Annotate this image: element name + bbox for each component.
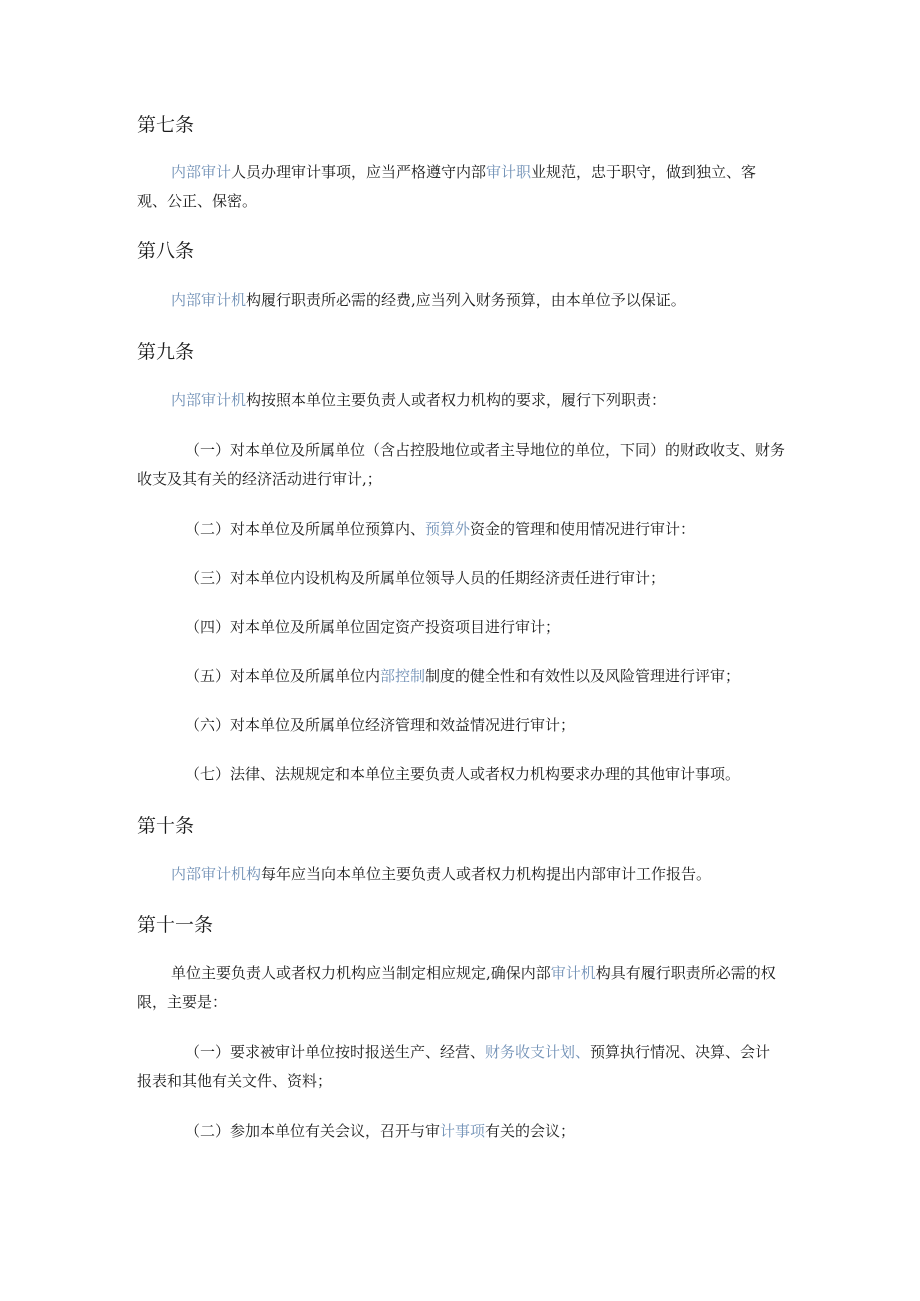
- article-9-heading: 第九条: [137, 341, 195, 363]
- article-11-item-1: [137, 1038, 785, 1096]
- paragraph-text: 制度的健全性和有效性以及风险管理进行评审；: [425, 667, 741, 685]
- paragraph-text: （一）要求被审计单位按时报送生产、经营、: [185, 1043, 486, 1061]
- term-link[interactable]: 计事项: [440, 1122, 486, 1140]
- paragraph-text: 资金的管理和使用情况进行审计：: [470, 520, 696, 538]
- term-link[interactable]: 内部审计机构: [171, 865, 262, 883]
- paragraph-text: 构按照本单位主要负责人或者权力机构的要求，履行下列职责：: [246, 391, 667, 409]
- article-10-paragraph: [137, 860, 785, 889]
- term-link[interactable]: 财务收支计划、: [485, 1043, 591, 1061]
- paragraph-text: 单位主要负责人或者权力机构应当制定相应规定,确保内部: [171, 964, 551, 982]
- paragraph-text: （二）参加本单位有关会议，召开与审: [185, 1122, 441, 1140]
- article-11-intro: [137, 959, 785, 1017]
- article-9-item-6: （六）对本单位及所属单位经济管理和效益情况进行审计；: [185, 716, 576, 734]
- article-9-item-2: [137, 515, 785, 544]
- paragraph-text: 有关的会议；: [485, 1122, 576, 1140]
- term-link[interactable]: 内部审计: [171, 163, 232, 181]
- term-link[interactable]: 内部审计机: [171, 391, 247, 409]
- article-8-paragraph: [137, 286, 785, 315]
- article-7-paragraph: [137, 158, 785, 216]
- paragraph-text: 构具有履行职责所必需的权限，主要是：: [137, 964, 776, 1011]
- article-10-heading: 第十条: [137, 815, 195, 837]
- article-8-heading: 第八条: [137, 240, 195, 262]
- term-link[interactable]: 内部审计机: [171, 291, 247, 309]
- paragraph-text: 人员办理审计事项，应当严格遵守内部: [231, 163, 487, 181]
- article-7-heading: 第七条: [137, 114, 195, 136]
- article-11-item-2: [137, 1117, 785, 1146]
- paragraph-text: 业规范，忠于职守，做到独立、客观、公正、保密。: [137, 163, 757, 210]
- term-link[interactable]: 部控制: [380, 667, 426, 685]
- article-9-item-3: （三）对本单位内设机构及所属单位领导人员的任期经济责任进行审计；: [185, 569, 666, 587]
- article-9-item-5: [137, 662, 785, 691]
- paragraph-text: （五）对本单位及所属单位内: [185, 667, 381, 685]
- paragraph-text: 每年应当向本单位主要负责人或者权力机构提出内部审计工作报告。: [261, 865, 712, 883]
- article-11-heading: 第十一条: [137, 914, 214, 936]
- article-9-item-1: （一）对本单位及所属单位（含占控股地位或者主导地位的单位，下同）的财政收支、财务收支及其有关的经济活动进行审计,；: [137, 441, 786, 488]
- term-link[interactable]: 审计机: [550, 964, 596, 982]
- paragraph-text: 构履行职责所必需的经费,应当列入财务预算，由本单位予以保证。: [246, 291, 686, 309]
- article-9-item-7: （七）法律、法规规定和本单位主要负责人或者权力机构要求办理的其他审计事项。: [185, 765, 741, 783]
- paragraph-text: （二）对本单位及所属单位预算内、: [185, 520, 426, 538]
- article-9-intro: [137, 386, 785, 415]
- article-9-item-4: （四）对本单位及所属单位固定资产投资项目进行审计；: [185, 618, 561, 636]
- term-link[interactable]: 审计职: [486, 163, 532, 181]
- paragraph-text: 预算执行情况、决算、会计报表和其他有关文件、资料；: [137, 1043, 771, 1090]
- term-link[interactable]: 预算外: [425, 520, 471, 538]
